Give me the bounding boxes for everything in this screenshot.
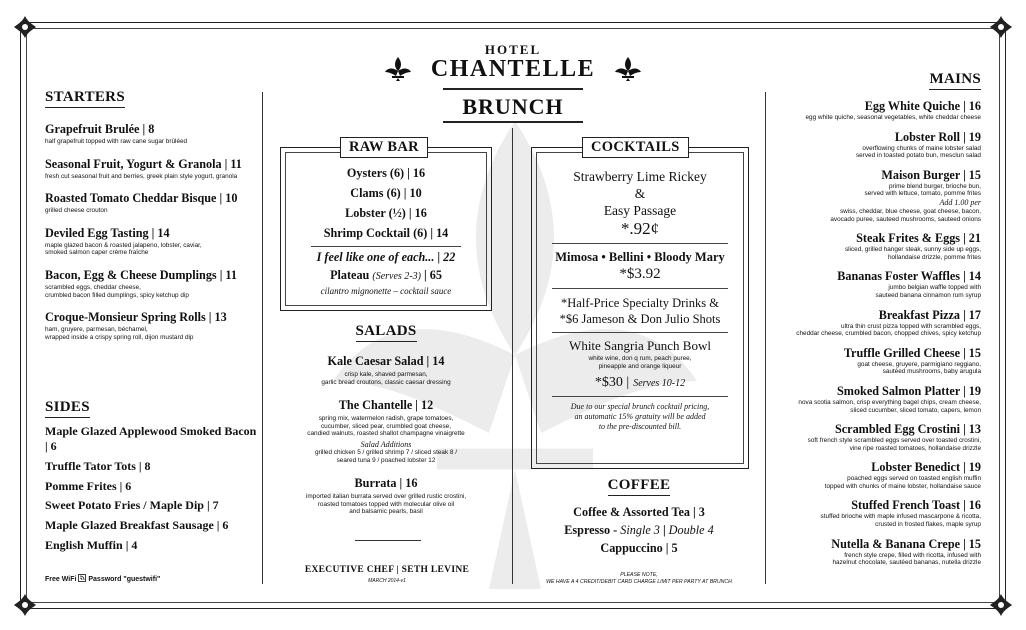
main-item-desc: served with lettuce, tomato, pomme frites — [864, 190, 981, 198]
main-item-desc: served in toasted potato bun, mesclun salad — [855, 152, 981, 160]
cocktails-title: COCKTAILS — [582, 137, 689, 158]
salad-item — [280, 354, 492, 386]
please-note — [520, 572, 758, 585]
espresso-double: Double 4 — [668, 523, 714, 537]
starter-item-name: Deviled Egg Tasting | 14 — [45, 225, 170, 240]
sangria-price: *$30 | — [594, 375, 630, 391]
raw-bar-item: Lobster (½) | 16 — [345, 206, 427, 220]
wifi-icon — [78, 574, 86, 582]
salad-item — [280, 476, 492, 516]
espresso-sep: | — [662, 523, 666, 537]
main-item — [775, 130, 981, 160]
main-item-desc: crusted in frosted flakes, maple syrup — [875, 521, 981, 529]
sangria-price-line — [537, 373, 743, 391]
main-item-desc: sautéed mushrooms, baby arugula — [882, 368, 981, 376]
half-price-line-1: *Half-Price Specialty Drinks & — [561, 296, 719, 310]
brunch-title: BRUNCH — [462, 94, 564, 119]
main-item-desc: soft french style scrambled eggs served over toasted crostini, — [807, 437, 981, 445]
sangria-serves: Serves 10-12 — [633, 378, 686, 390]
main-item — [775, 346, 981, 376]
mimosa-item: Mimosa • Bellini • Bloody Mary — [555, 250, 725, 264]
raw-bar-item: Shrimp Cocktail (6) | 14 — [323, 226, 449, 240]
half-price-line-2: *$6 Jameson & Don Julio Shots — [559, 312, 721, 326]
hotel-name: CHANTELLE — [430, 56, 596, 82]
coffee-title: COFFEE — [608, 477, 671, 496]
raw-bar-sauce: cilantro mignonette – cocktail sauce — [320, 286, 452, 296]
cocktail-note-line: an automatic 15% gratuity will be added — [574, 412, 706, 422]
cocktail-note-line: Due to our special brunch cocktail pricing, — [570, 402, 710, 412]
salad-item-name: The Chantelle | 12 — [338, 398, 434, 413]
main-item-name: Lobster Benedict | 19 — [871, 460, 981, 475]
header-rule — [443, 88, 583, 90]
salad-additions-title: Salad Additions — [360, 439, 412, 449]
coffee-item: Coffee & Assorted Tea | 3 — [573, 505, 705, 519]
main-item-name: Steak Frites & Eggs | 21 — [856, 231, 981, 246]
starter-item-name: Croque-Monsieur Spring Rolls | 13 — [45, 310, 227, 325]
main-item — [775, 498, 981, 528]
cocktails-content — [537, 168, 743, 432]
main-item-name: Smoked Salmon Platter | 19 — [837, 383, 981, 398]
plateau-price: | 65 — [424, 268, 442, 282]
main-item-desc: ultra thin crust pizza topped with scrambled eggs, — [841, 322, 981, 330]
salad-addition: grilled chicken 5 / grilled shrimp 7 / sliced steak 8 / — [314, 448, 458, 456]
feature-cocktail-2: Easy Passage — [603, 203, 677, 218]
main-item-name: Stuffed French Toast | 16 — [851, 498, 981, 513]
wifi-info — [45, 574, 160, 583]
column-divider — [262, 92, 263, 584]
corner-ornament-icon — [12, 592, 38, 618]
starter-item-name: Grapefruit Brulée | 8 — [45, 122, 155, 136]
main-item-desc: vine ripe roasted tomatoes, hollandaise drizzle — [849, 444, 981, 452]
column-divider — [512, 128, 513, 584]
starter-item-desc: smoked salmon caper crème fraîche — [45, 249, 149, 257]
main-item — [775, 422, 981, 452]
salad-item-desc: garlic bread croutons, classic caesar dressing — [321, 378, 451, 386]
salad-item-name: Kale Caesar Salad | 14 — [327, 354, 445, 368]
main-item-desc: overflowing chunks of maine lobster salad — [862, 144, 981, 152]
salad-item-desc: roasted tomatoes topped with molecular olive oil — [317, 500, 455, 508]
feature-cocktail-price: *.92¢ — [620, 219, 660, 238]
main-item-desc: sauteed banana cinnamon rum syrup — [875, 291, 981, 299]
starters-list — [45, 122, 255, 341]
main-item-desc: poached eggs served on toasted english muffin — [847, 475, 981, 483]
main-item-desc: hollandaise drizzle, pomme frites — [887, 253, 981, 261]
main-item-desc: goat cheese, gruyere, parmigiano reggiano, — [857, 360, 981, 368]
espresso-label: Espresso - — [564, 523, 618, 537]
cocktail-rule — [552, 288, 728, 289]
main-item-name: Truffle Grilled Cheese | 15 — [843, 345, 981, 360]
main-item-desc: sliced, grilled hanger steak, sunny side up eggs, — [844, 246, 981, 254]
main-item-desc: topped with chunks of maine lobster, hollandaise sauce — [824, 482, 981, 490]
main-item-desc: jumbo belgian waffle topped with — [888, 284, 981, 292]
main-item-desc: prime blend burger, brioche bun, — [888, 182, 981, 190]
main-item-name: Nutella & Banana Crepe | 15 — [831, 536, 981, 551]
raw-bar-item: Oysters (6) | 16 — [346, 166, 426, 180]
starter-item — [45, 268, 255, 299]
fleur-de-lis-icon — [384, 56, 412, 82]
header-rule — [443, 121, 583, 123]
raw-bar-list — [286, 166, 486, 240]
starter-item — [45, 226, 255, 257]
main-item-name: Scrambled Egg Crostini | 13 — [834, 422, 981, 437]
main-item-desc: egg white quiche, seasonal vegetables, white cheddar cheese — [805, 114, 981, 121]
starter-item-desc: grilled cheese crouton — [45, 207, 108, 215]
mimosa-price: *$3.92 — [619, 266, 661, 282]
starter-item-name: Roasted Tomato Cheddar Bisque | 10 — [45, 191, 238, 206]
plateau-item — [286, 268, 486, 284]
main-item-addon-desc: swiss, cheddar, blue cheese, goat cheese, bacon, — [839, 207, 981, 215]
main-item — [775, 168, 981, 223]
main-item-desc: stuffed brioche with maple infused mascarpone & ricotta, — [820, 513, 981, 521]
feature-cocktail-1: Strawberry Lime Rickey — [573, 169, 707, 184]
cocktail-rule — [552, 332, 728, 333]
side-item: Truffle Tator Tots | 8 — [45, 458, 151, 473]
raw-bar-title: RAW BAR — [340, 137, 428, 158]
starter-item-name: Seasonal Fruit, Yogurt & Granola | 11 — [45, 156, 242, 171]
starter-item — [45, 191, 255, 215]
side-item: Maple Glazed Applewood Smoked Bacon | 6 — [45, 424, 257, 453]
starter-item-desc: crumbled bacon filled dumplings, spicy ketchup dip — [45, 291, 189, 299]
raw-bar-item: Clams (6) | 10 — [350, 186, 422, 200]
starter-item-desc: half grapefruit topped with raw cane sugar brûléed — [45, 138, 188, 145]
salad-item-desc: candied walnuts, roasted shallot champagne vinaigrette — [307, 430, 465, 438]
hotel-label: HOTEL — [484, 42, 542, 57]
starter-item — [45, 310, 255, 341]
chef-line: EXECUTIVE CHEF | SETH LEVINE — [304, 565, 470, 575]
side-item: Sweet Potato Fries / Maple Dip | 7 — [45, 498, 219, 513]
corner-ornament-icon — [988, 14, 1014, 40]
salad-item-desc: crisp kale, shaved parmesan, — [344, 371, 428, 378]
main-item — [775, 384, 981, 414]
espresso-single: Single 3 — [620, 523, 660, 537]
cocktail-rule — [552, 396, 728, 397]
corner-ornament-icon — [12, 14, 38, 40]
starter-item-desc: scrambled eggs, cheddar cheese, — [45, 283, 141, 291]
main-item-name: Maison Burger | 15 — [881, 167, 981, 182]
salad-item-desc: imported italian burrata served over grilled rustic crostini, — [305, 493, 467, 501]
sangria-desc-line: white wine, don q rum, peach puree, — [588, 355, 692, 362]
main-item-desc: cheddar cheese, crumbled bacon, chopped chives, spicy ketchup — [796, 330, 981, 338]
starter-item — [45, 122, 255, 146]
please-note-line: PLEASE NOTE, — [620, 572, 658, 578]
main-item-name: Breakfast Pizza | 17 — [878, 307, 981, 322]
sangria-item: White Sangria Punch Bowl — [569, 338, 711, 353]
sides-section — [45, 398, 260, 558]
starter-item-name: Bacon, Egg & Cheese Dumplings | 11 — [45, 267, 237, 282]
side-item: Maple Glazed Breakfast Sausage | 6 — [45, 518, 229, 533]
salads-title: SALADS — [356, 323, 417, 342]
salad-addition: seared tuna 9 / poached lobster 12 — [336, 456, 436, 464]
main-item — [775, 231, 981, 261]
starters-section — [45, 88, 255, 352]
mains-list — [775, 99, 981, 567]
mains-title: MAINS — [929, 71, 981, 90]
column-divider — [765, 92, 766, 584]
raw-bar-content — [286, 166, 486, 296]
corner-ornament-icon — [988, 592, 1014, 618]
starter-item-desc: ham, gruyere, parmesan, béchamel, — [45, 326, 148, 334]
starter-item-desc: wrapped inside a crispy spring roll, dijon mustard dip — [45, 333, 194, 341]
starter-item-desc: maple glazed bacon & roasted jalapeno, lobster, caviar, — [45, 241, 202, 249]
main-item-desc: nova scotia salmon, crisp everything bagel chips, cream cheese, — [798, 398, 981, 406]
sangria-desc-line: pineapple and orange liqueur — [598, 362, 682, 370]
side-item: English Muffin | 4 — [45, 537, 138, 552]
salads-list — [280, 354, 492, 516]
starter-item-desc: fresh cut seasonal fruit and berries, greek plain style yogurt, granola — [45, 172, 238, 180]
cocktail-rule — [552, 243, 728, 244]
plateau-name: Plateau — [330, 268, 370, 282]
main-item — [775, 99, 981, 122]
please-note-line: WE HAVE A 4 CREDIT/DEBIT CARD CHARGE LIMIT PER PARTY AT BRUNCH — [546, 578, 732, 585]
main-item-desc: hazelnut chocolate, sautéed bananas, nutella drizzle — [832, 559, 981, 567]
coffee-section — [520, 476, 758, 555]
chef-rule — [355, 540, 421, 541]
salad-item-name: Burrata | 16 — [354, 476, 418, 491]
main-item — [775, 537, 981, 567]
wifi-label: Free WiFi — [45, 576, 77, 583]
side-item: Pomme Frites | 6 — [45, 478, 132, 493]
cocktail-note-line: to the pre-discounted bill. — [598, 422, 682, 432]
raw-bar-feel-item: I feel like one of each... | 22 — [316, 250, 456, 264]
salads-section — [280, 322, 492, 528]
salad-item-desc: cucumber, sliced pear, crumbled goat cheese, — [320, 422, 451, 430]
mains-section — [775, 70, 981, 575]
cocktail-note — [537, 402, 743, 432]
feature-cocktail-amp: & — [634, 186, 646, 201]
raw-bar-rule — [311, 246, 461, 247]
espresso-item — [520, 523, 758, 537]
main-item — [775, 460, 981, 490]
salad-item — [280, 398, 492, 464]
chef-date: MARCH 2014-v1 — [368, 578, 406, 584]
main-item — [775, 269, 981, 299]
sides-list — [45, 424, 260, 553]
main-item-desc: french style crepe, filled with ricotta, infused with — [844, 551, 981, 559]
salad-item-desc: and balsamic pearls, basil — [349, 508, 423, 516]
main-item-name: Egg White Quiche | 16 — [864, 99, 981, 113]
fleur-de-lis-icon — [614, 56, 642, 82]
main-item-desc: sliced cucumber, sliced tomato, capers, lemon — [850, 406, 981, 414]
main-item — [775, 308, 981, 338]
main-item-name: Lobster Roll | 19 — [894, 129, 981, 144]
salad-item-desc: spring mix, watermelon radish, grape tomatoes, — [318, 415, 454, 423]
sides-title: SIDES — [45, 399, 90, 418]
sangria-desc — [537, 355, 743, 370]
main-item-addon-desc: avocado puree, sauteed mushrooms, sauteed onions — [830, 215, 981, 223]
cappuccino-item: Cappuccino | 5 — [600, 541, 678, 555]
plateau-serves: (Serves 2-3) — [372, 271, 421, 282]
main-item-name: Bananas Foster Waffles | 14 — [837, 269, 981, 284]
starter-item — [45, 157, 255, 181]
wifi-password: Password "guestwifi" — [88, 576, 161, 583]
starters-title: STARTERS — [45, 89, 125, 108]
main-item-addon: Add 1.00 per — [939, 197, 981, 207]
